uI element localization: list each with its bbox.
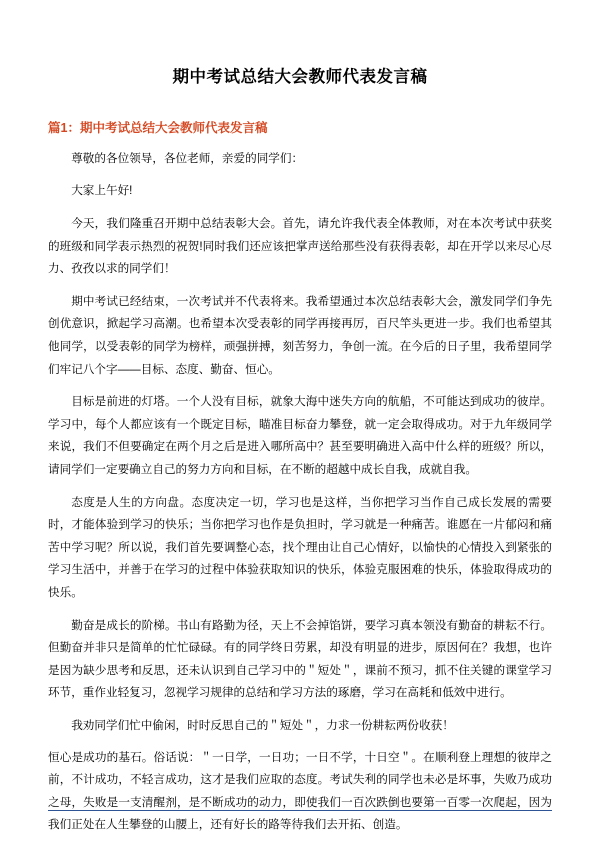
page-title: 期中考试总结大会教师代表发言稿 [172, 68, 428, 86]
paragraph: 今天，我们隆重召开期中总结表彰大会。首先，请允许我代表全体教师，对在本次考试中获奖的班级和同学表示热烈的祝贺!同时我们还应该把掌声送给那些没有获得表彰，却在开学以来尽心尽力、孜孜以求的同学们！ [48, 217, 552, 276]
paragraph: 目标是前进的灯塔。一个人没有目标，就象大海中迷失方向的航船，不可能达到成功的彼岸。学习中，每个人都应该有一个既定目标，瞄准目标奋力攀登，就一定会取得成功。对于九年级同学来说，我们不但要确定在两个月之后是进入哪所高中？甚至要明确进入高中什么样的班级？所以，请同学们一定要确立自己的努力方向和目标，在不断的超越中成长自我，成就自我。 [48, 395, 552, 476]
paragraph: 勤奋是成长的阶梯。书山有路勤为径，天上不会掉馅饼，要学习真本领没有勤奋的耕耘不行。但勤奋并非只是简单的忙忙碌碌。有的同学终日劳累，却没有明显的进步，原因何在？我想，也许是因为缺少思考和反思，还未认识到自己学习中的＂短处＂，课前不预习，抓不住关键的课堂学习环节，重作业轻复习，忽视学习规律的总结和学习方法的琢磨，学习在高耗和低效中进行。 [48, 618, 552, 700]
paragraph: 恒心是成功的基石。俗话说：＂一日学，一日功；一日不学，十日空＂。在顺利登上理想的彼岸之前，不计成功，不轻言成功，这才是我们应取的态度。考试失利的同学也未必是坏事，失败乃成功之母，失败是一支清醒剂，是不断成功的动力，即使我们一百次跌倒也要第一百零一次爬起，因为我们正处在人生攀登的山腰上，还有好长的路等待我们去开拓、创造。 [48, 750, 552, 832]
paragraph: 尊敬的各位领导，各位老师，亲爱的同学们： [71, 151, 304, 165]
paragraph: 大家上午好! [71, 184, 133, 198]
footer-divider [48, 810, 552, 811]
paragraph: 期中考试已经结束，一次考试并不代表将来。我希望通过本次总结表彰大会，激发同学们争先创优意识，掀起学习高潮。也希望本次受表彰的同学再接再厉，百尺竿头更进一步。我们也希望其他同学，以受表彰的同学为榜样，顽强拼搏，刻苦努力，争创一流。在今后的日子里，我希望同学们牢记八个字——目标、态度、勤奋、恒心。 [48, 294, 552, 376]
paragraph: 态度是人生的方向盘。态度决定一切，学习也是这样，当你把学习当作自己成长发展的需要时，才能体验到学习的快乐；当你把学习也作是负担时，学习就是一种痛苦。谁愿在一片郁闷和痛苦中学习呢？所以说，我们首先要调整心态，找个理由让自己心情好，以愉快的心情投入到紧张的学习生活中，并善于在学习的过程中体验获取知识的快乐，体验克服困难的快乐，体验取得成功的快乐。 [48, 495, 552, 599]
section-heading: 篇1：期中考试总结大会教师代表发言稿 [48, 121, 268, 136]
document-body [48, 138, 552, 837]
paragraph: 我劝同学们忙中偷闲，时时反思自己的＂短处＂，力求一份耕耘两份收获！ [71, 718, 454, 732]
